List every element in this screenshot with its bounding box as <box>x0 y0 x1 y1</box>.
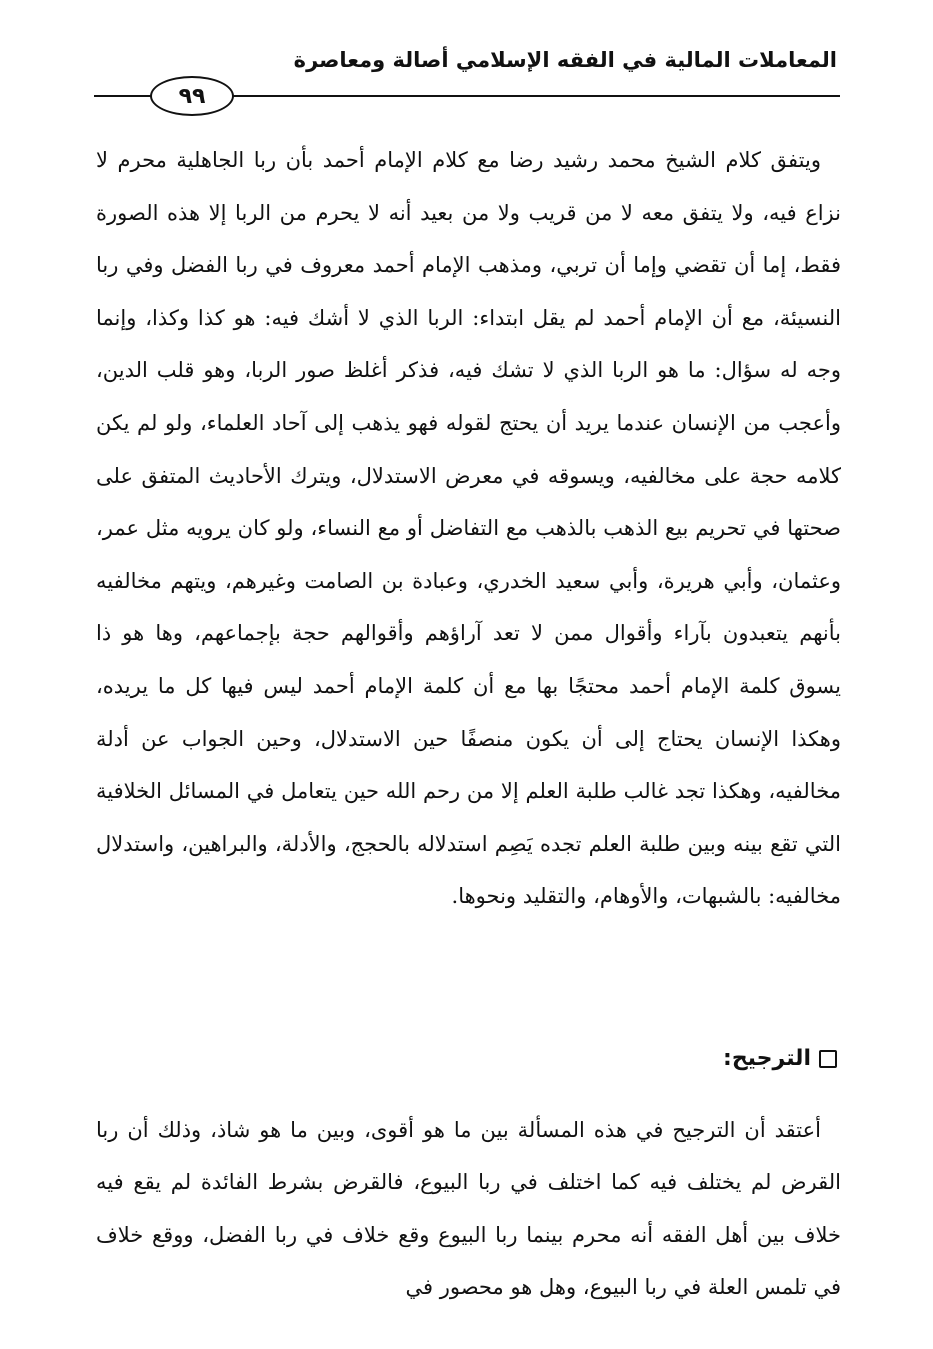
running-head-title: المعاملات المالية في الفقه الإسلامي أصالة ومعاصرة <box>293 48 837 72</box>
page-number <box>150 76 234 116</box>
main-body-text <box>96 134 841 923</box>
section-body-text <box>96 1104 841 1314</box>
paragraph: ويتفق كلام الشيخ محمد رشيد رضا مع كلام الإمام أحمد بأن ربا الجاهلية محرم لا نزاع فيه، ولا يتفق معه لا من قريب ولا من بعيد أنه لا يحرم من الربا إلا هذه الصورة فقط، إما أن تقضي وإما أن تربي، ومذهب الإمام أحمد معروف في ربا الفضل وفي ربا النسيئة، مع أن الإمام أحمد لم يقل ابتداء: الربا الذي لا أشك فيه: هو كذا وكذا، وإنما وجه له سؤال: ما هو الربا الذي لا تشك فيه، فذكر أغلظ صور الربا، وهو قلب الدين، وأعجب من الإنسان عندما يريد أن يحتج لقوله فهو يذهب إلى آحاد العلماء، ولو لم يكن كلامه حجة على مخالفيه، ويسوقه في معرض الاستدلال، ويترك الأحاديث المتفق على صحتها في تحريم بيع الذهب بالذهب مع التفاضل أو مع النساء، ولو كان يرويه مثل عمر، وعثمان، وأبي هريرة، وأبي سعيد الخدري، وعبادة بن الصامت وغيرهم، ويتهم مخالفيه بأنهم يتعبدون بآراء وأقوال ممن لا تعد آراؤهم وأقوالهم حجة بإجماعهم، وها هو ذا يسوق كلمة الإمام أحمد محتجًا بها مع أن كلمة الإمام أحمد ليس فيها كل ما يريده، وهكذا الإنسان يحتاج إلى أن يكون منصفًا حين الاستدلال، وحين الجواب عن أدلة مخالفيه، وهكذا تجد غالب طلبة العلم إلا من رحم الله حين يتعامل في المسائل الخلافية التي تقع بينه وبين طلبة العلم تجده يَصِم استدلاله بالحجج، والأدلة، والبراهين، واستدلال مخالفيه: بالشبهات، والأوهام، والتقليد ونحوها. <box>96 148 841 909</box>
checkbox-icon <box>819 1050 837 1068</box>
section-heading <box>723 1046 837 1071</box>
page-number-text: ٩٩ <box>178 83 206 109</box>
paragraph: أعتقد أن الترجيح في هذه المسألة بين ما هو أقوى، وبين ما هو شاذ، وذلك أن ربا القرض لم يختلف فيه كما اختلف في ربا البيوع، فالقرض بشرط الفائدة لم يقع فيه خلاف بين أهل الفقه أنه محرم بينما ربا البيوع وقع خلاف في ربا الفضل، ووقع خلاف في تلمس العلة في ربا البيوع، وهل هو محصور في <box>96 1118 841 1300</box>
section-heading-text: الترجيح: <box>723 1046 811 1071</box>
